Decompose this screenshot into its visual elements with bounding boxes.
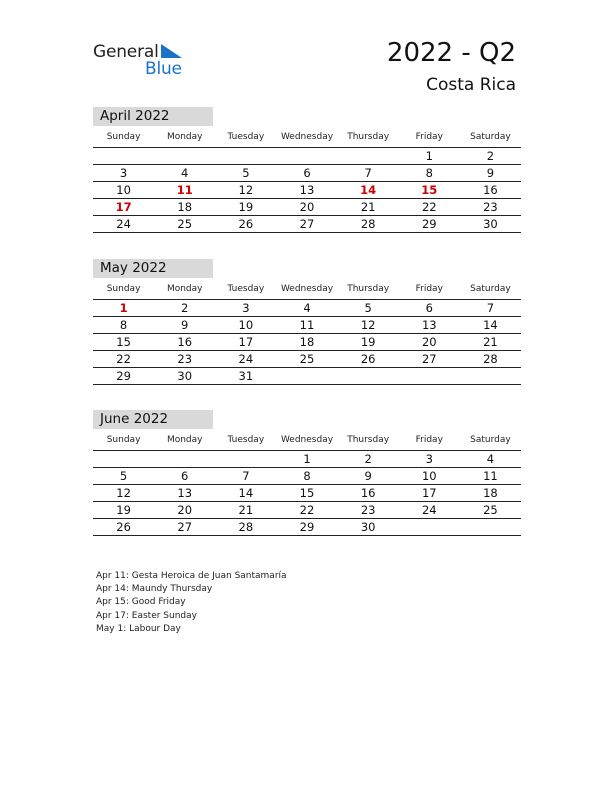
day-cell: 17: [421, 486, 437, 500]
day-cell: 6: [425, 301, 433, 315]
day-cell: 21: [238, 503, 254, 517]
day-cell: 10: [421, 469, 437, 483]
day-cell: 28: [483, 352, 498, 366]
day-cell: 11: [483, 469, 498, 483]
weekday-label: Saturday: [470, 284, 511, 294]
day-cell: 26: [360, 352, 376, 366]
weekday-label: Wednesday: [280, 284, 334, 294]
day-cell: 27: [177, 520, 193, 534]
day-cell: 30: [483, 217, 498, 231]
day-cell: 14: [238, 486, 254, 500]
weekday-label: Thursday: [347, 284, 390, 294]
day-cell: 12: [360, 318, 376, 332]
day-cell: 25: [299, 352, 315, 366]
day-cell: 27: [299, 217, 315, 231]
day-cell: 7: [486, 301, 495, 315]
weekday-label: Thursday: [347, 435, 390, 445]
day-cell: 31: [238, 369, 254, 383]
day-cell: 22: [299, 503, 315, 517]
day-cell: 1: [303, 452, 311, 466]
month-title: May 2022: [93, 259, 213, 278]
page-title: 2022 - Q2: [386, 38, 516, 68]
empty-day-cell: [460, 519, 521, 535]
day-cell: 26: [238, 217, 254, 231]
empty-day-cell: [338, 148, 399, 164]
weekday-label: Saturday: [470, 132, 511, 142]
day-cell: 29: [116, 369, 131, 383]
day-cell: 28: [360, 217, 376, 231]
holiday-notes: [96, 570, 287, 636]
week-row: [93, 216, 521, 233]
day-cell: 15: [116, 335, 131, 349]
day-cell: 4: [486, 452, 495, 466]
day-cell: 3: [119, 166, 128, 180]
day-cell: 19: [116, 503, 131, 517]
weekday-label: Thursday: [347, 132, 390, 142]
day-cell: 25: [483, 503, 498, 517]
empty-day-cell: [460, 368, 521, 384]
day-cell: 13: [421, 318, 437, 332]
week-row: [93, 519, 521, 536]
day-cell: 2: [181, 301, 189, 315]
day-cell: 5: [364, 301, 372, 315]
weekday-header-row: [93, 431, 521, 451]
day-cell: 17: [238, 335, 254, 349]
day-cell: 4: [303, 301, 311, 315]
day-cell: 29: [421, 217, 437, 231]
day-cell: 2: [364, 452, 372, 466]
day-cell: 22: [421, 200, 437, 214]
day-cell: 19: [360, 335, 376, 349]
weekday-label: Friday: [415, 132, 443, 142]
weekday-label: Monday: [166, 435, 203, 445]
day-cell: 12: [116, 486, 131, 500]
day-cell: 3: [242, 301, 250, 315]
weekday-label: Wednesday: [280, 435, 334, 445]
empty-day-cell: [276, 148, 337, 164]
empty-day-cell: [276, 368, 337, 384]
weekday-header-row: [93, 128, 521, 148]
day-cell: 18: [483, 486, 498, 500]
weekday-label: Tuesday: [227, 132, 265, 142]
holiday-day-cell: 1: [119, 301, 128, 315]
holiday-day-cell: 11: [176, 183, 193, 197]
day-cell: 12: [238, 183, 254, 197]
day-cell: 5: [242, 166, 250, 180]
week-row: [93, 485, 521, 502]
day-cell: 9: [364, 469, 372, 483]
day-cell: 28: [238, 520, 254, 534]
empty-day-cell: [215, 148, 276, 164]
empty-day-cell: [154, 148, 215, 164]
day-cell: 8: [425, 166, 433, 180]
day-cell: 27: [421, 352, 437, 366]
country-name: Costa Rica: [426, 75, 516, 95]
day-cell: 11: [299, 318, 315, 332]
day-cell: 21: [483, 335, 498, 349]
empty-day-cell: [399, 368, 460, 384]
logo-text-general: General: [93, 42, 159, 62]
weekday-label: Sunday: [106, 284, 141, 294]
holiday-note: Apr 11: Gesta Heroica de Juan Santamaría: [96, 571, 287, 581]
week-row: [93, 148, 521, 165]
day-cell: 22: [116, 352, 131, 366]
weekday-label: Wednesday: [280, 132, 334, 142]
week-row: [93, 300, 521, 317]
holiday-note: Apr 17: Easter Sunday: [96, 610, 197, 621]
weekday-label: Friday: [415, 435, 443, 445]
logo-triangle-icon: [161, 44, 183, 60]
day-cell: 20: [421, 335, 437, 349]
day-cell: 15: [299, 486, 315, 500]
holiday-note: May 1: Labour Day: [96, 623, 181, 634]
empty-day-cell: [93, 148, 154, 164]
day-cell: 5: [119, 469, 128, 483]
day-cell: 21: [360, 200, 376, 214]
day-cell: 10: [116, 183, 131, 197]
weekday-label: Sunday: [106, 435, 141, 445]
day-cell: 24: [116, 217, 131, 231]
weekday-label: Tuesday: [227, 435, 265, 445]
month-calendar: [93, 107, 521, 233]
week-row: [93, 502, 521, 519]
empty-day-cell: [399, 519, 460, 535]
day-cell: 18: [299, 335, 315, 349]
day-cell: 19: [238, 200, 254, 214]
day-cell: 24: [238, 352, 254, 366]
week-row: [93, 182, 521, 199]
day-cell: 7: [364, 166, 372, 180]
day-cell: 3: [425, 452, 433, 466]
day-cell: 2: [486, 149, 495, 163]
holiday-day-cell: 15: [421, 183, 438, 197]
holiday-note: Apr 15: Good Friday: [96, 597, 186, 608]
day-cell: 26: [116, 520, 131, 534]
day-cell: 29: [299, 520, 315, 534]
day-cell: 10: [238, 318, 254, 332]
holiday-day-cell: 14: [360, 183, 377, 197]
day-cell: 9: [181, 318, 189, 332]
day-cell: 6: [181, 469, 189, 483]
day-cell: 23: [483, 200, 498, 214]
day-cell: 30: [177, 369, 193, 383]
weekday-label: Sunday: [106, 132, 141, 142]
empty-day-cell: [93, 451, 154, 467]
day-cell: 13: [177, 486, 193, 500]
weekday-label: Friday: [415, 284, 443, 294]
empty-day-cell: [154, 451, 215, 467]
day-cell: 20: [177, 503, 193, 517]
week-row: [93, 317, 521, 334]
weekday-label: Monday: [166, 132, 203, 142]
empty-day-cell: [338, 368, 399, 384]
day-cell: 8: [303, 469, 311, 483]
day-cell: 9: [486, 166, 495, 180]
holiday-note: Apr 14: Maundy Thursday: [96, 584, 213, 595]
week-row: [93, 334, 521, 351]
day-cell: 16: [483, 183, 498, 197]
day-cell: 6: [303, 166, 311, 180]
day-cell: 14: [483, 318, 498, 332]
day-cell: 18: [177, 200, 193, 214]
day-cell: 20: [299, 200, 315, 214]
weekday-header-row: [93, 280, 521, 300]
day-cell: 24: [421, 503, 437, 517]
weekday-label: Tuesday: [227, 284, 265, 294]
day-cell: 16: [360, 486, 376, 500]
logo: [93, 42, 193, 78]
logo-text-blue: Blue: [145, 59, 182, 79]
week-row: [93, 165, 521, 182]
week-row: [93, 351, 521, 368]
day-cell: 23: [360, 503, 376, 517]
day-cell: 25: [177, 217, 193, 231]
week-row: [93, 368, 521, 385]
day-cell: 13: [299, 183, 315, 197]
empty-day-cell: [215, 451, 276, 467]
week-row: [93, 468, 521, 485]
month-calendar: [93, 410, 521, 536]
weekday-label: Saturday: [470, 435, 511, 445]
month-title: June 2022: [93, 410, 213, 429]
month-title: April 2022: [93, 107, 213, 126]
month-calendar: [93, 259, 521, 385]
day-cell: 7: [242, 469, 250, 483]
day-cell: 8: [119, 318, 128, 332]
day-cell: 16: [177, 335, 193, 349]
day-cell: 4: [181, 166, 189, 180]
day-cell: 30: [360, 520, 376, 534]
holiday-day-cell: 17: [115, 200, 132, 214]
weekday-label: Monday: [166, 284, 203, 294]
day-cell: 23: [177, 352, 193, 366]
day-cell: 1: [425, 149, 433, 163]
week-row: [93, 451, 521, 468]
week-row: [93, 199, 521, 216]
